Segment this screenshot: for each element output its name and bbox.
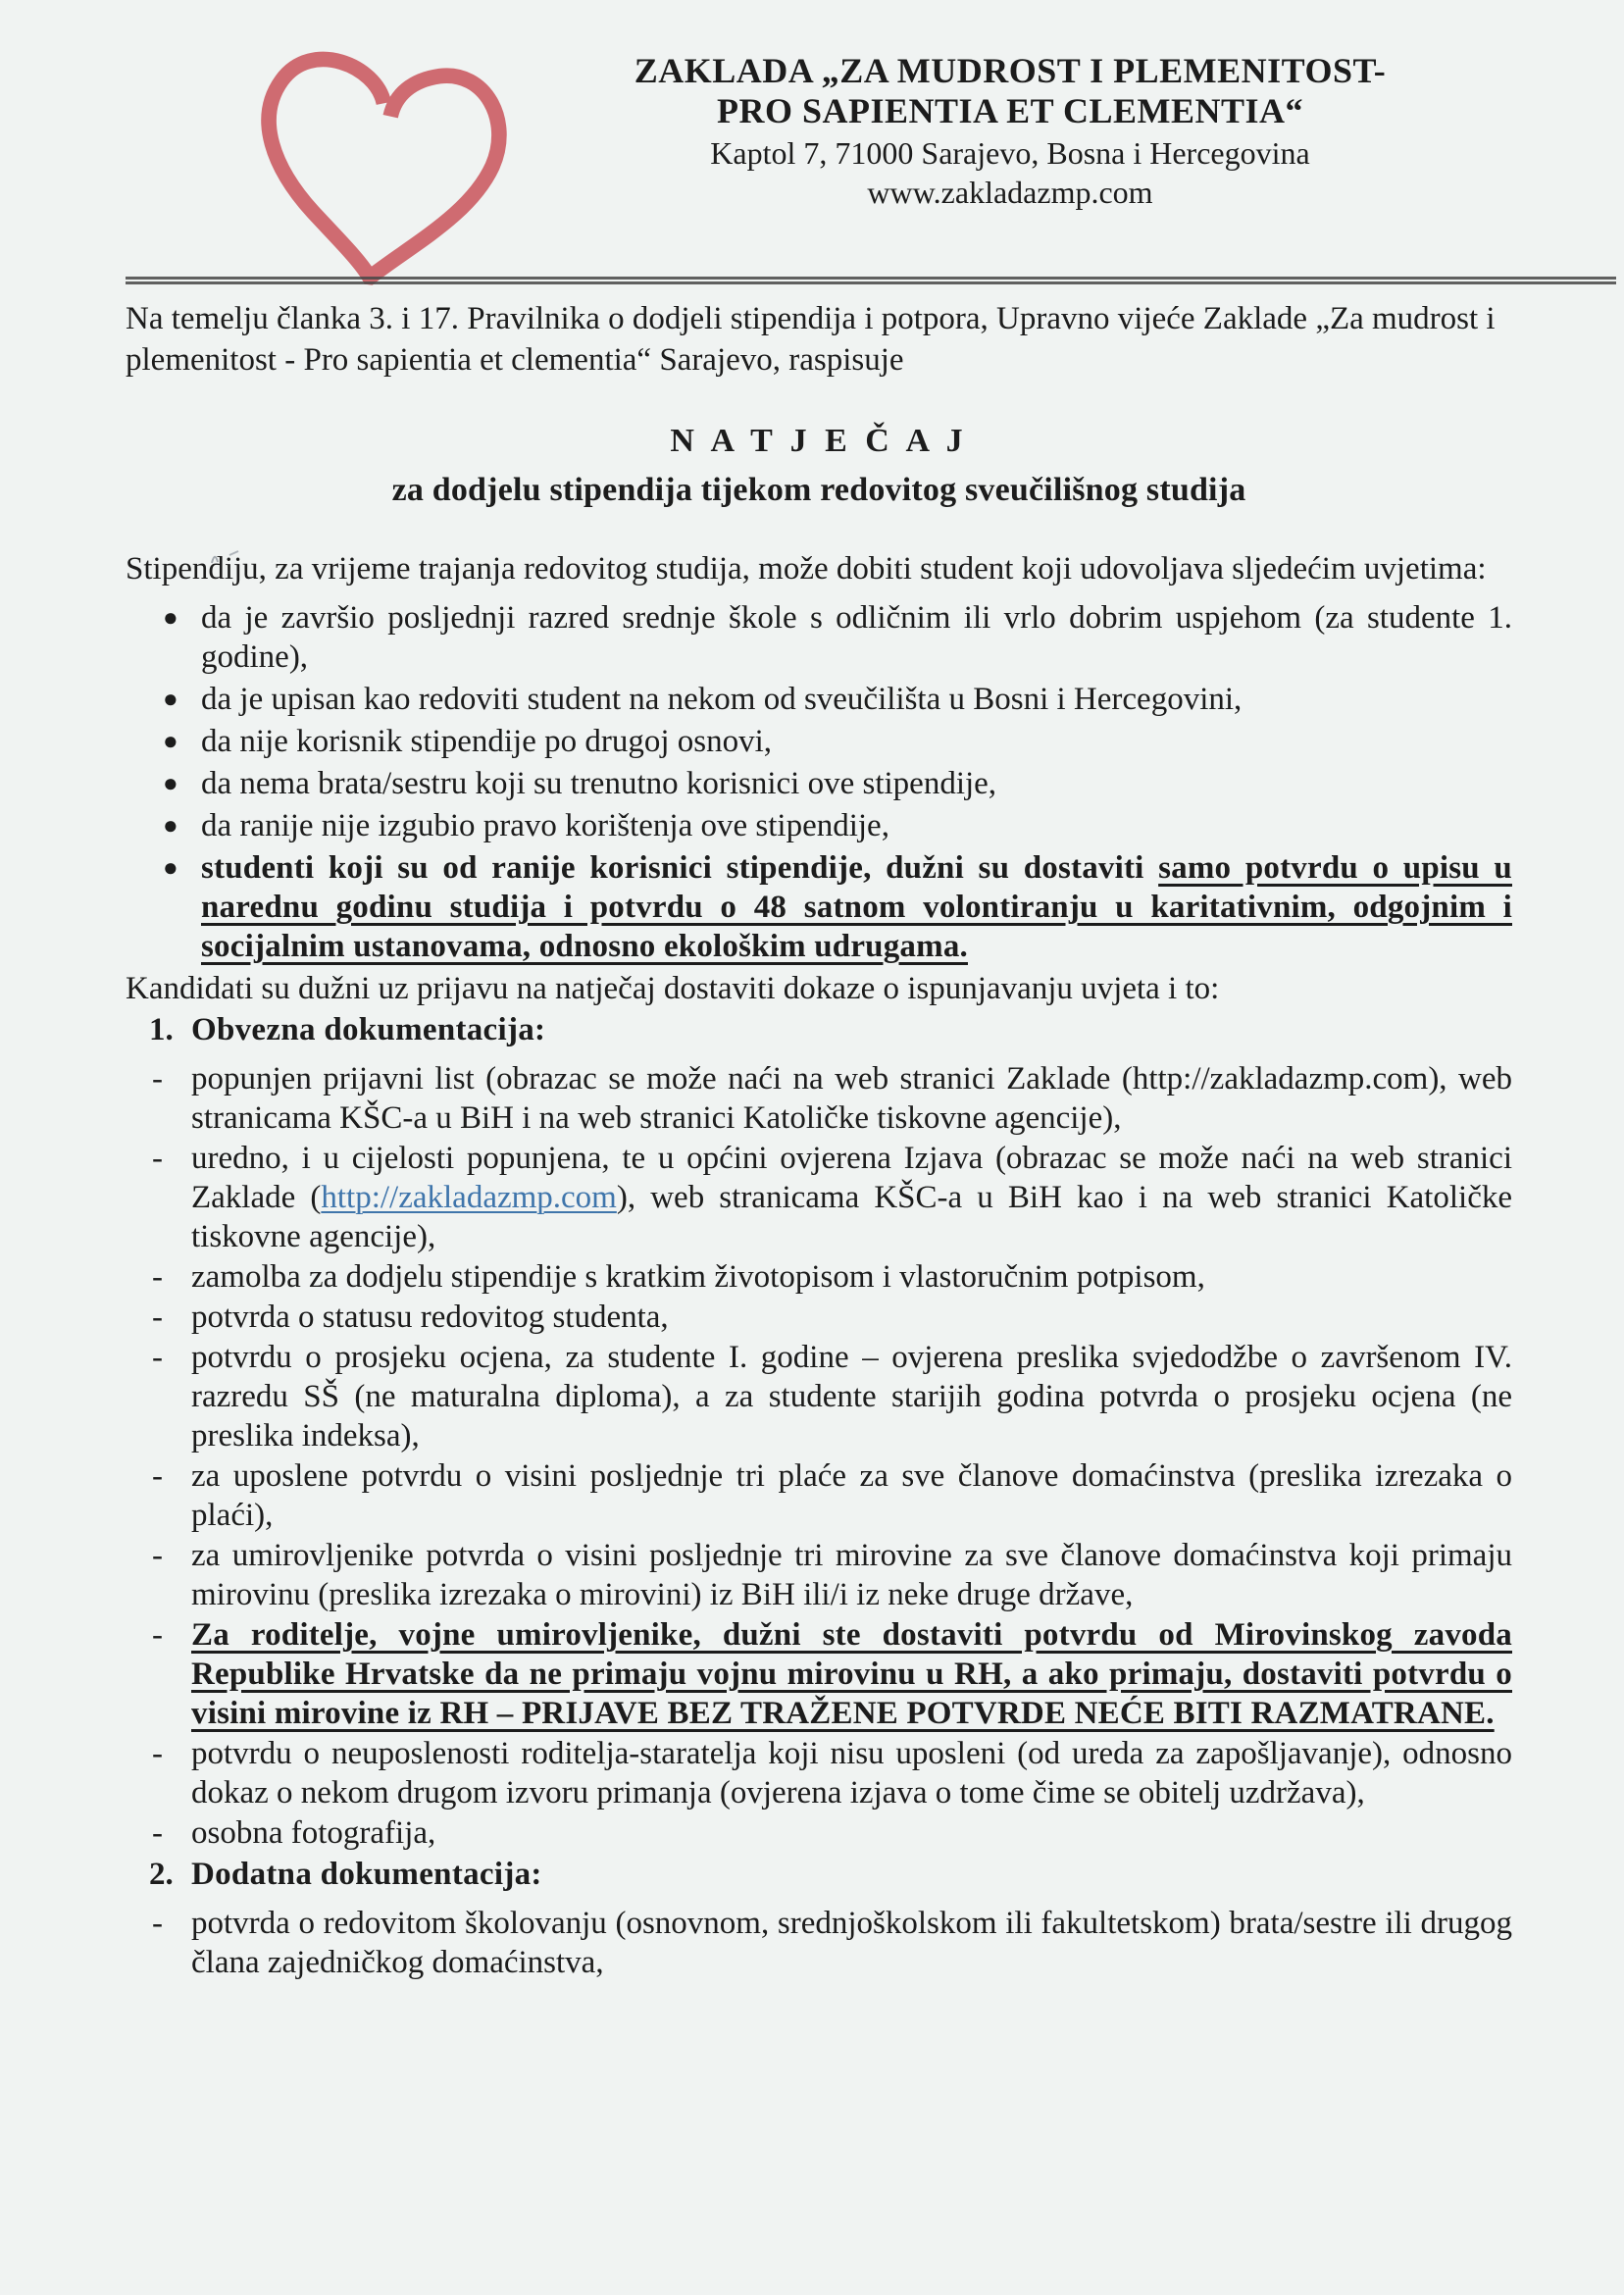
list-item <box>126 1139 1512 1256</box>
text-segment: uredno, i u cijelosti popunjena, te u općini ovjerena Izjava (obrazac se može naći na web stranici Zaklade ( <box>191 1141 1512 1215</box>
text-segment: za umirovljenike potvrda o visini posljednje tri mirovine za sve članove domaćinstva koji primaju mirovinu (preslika izrezaka o mirovini) iz BiH ili/i iz neke druge države, <box>191 1538 1512 1612</box>
section-number: 2. <box>149 1857 174 1892</box>
list-item <box>126 680 1512 719</box>
list-item-text <box>191 1340 1512 1454</box>
text-segment: samo potvrdu o upisu u narednu godinu studija i potvrdu o 48 satnom volontiranju u karitativnim, odgojnim i socijalnim ustanovama, odnosno ekološkim udrugama. <box>201 850 1512 964</box>
list-item-text <box>191 1061 1512 1136</box>
dash-icon: - <box>152 1617 163 1653</box>
text-segment: za uposlene potvrdu o visini posljednje tri plaće za sve članove domaćinstva (preslika izrezaka o plaći), <box>191 1458 1512 1533</box>
text-segment: potvrda o statusu redovitog studenta, <box>191 1300 669 1335</box>
dash-icon: - <box>152 1815 163 1851</box>
text-segment: osobna fotografija, <box>191 1815 436 1851</box>
document-title: N A T J E Č A J <box>670 423 968 459</box>
list-item <box>126 1536 1512 1614</box>
document-body <box>0 273 1624 2274</box>
list-item <box>126 1456 1512 1535</box>
bullet-icon: ● <box>163 853 178 882</box>
section-number: 1. <box>149 1012 174 1047</box>
letterhead-text <box>490 51 1530 212</box>
dash-icon: - <box>152 1061 163 1096</box>
document-subtitle: za dodjelu stipendija tijekom redovitog sveučilišnog studija <box>391 472 1246 508</box>
website-link[interactable]: http://zakladazmp.com <box>321 1180 617 1215</box>
list-item-text <box>191 1300 669 1335</box>
list-item <box>126 1734 1512 1812</box>
list-item <box>126 848 1512 966</box>
list-item <box>126 1338 1512 1455</box>
list-item-text <box>191 1815 435 1851</box>
list-item <box>126 1298 1512 1337</box>
list-item <box>126 1615 1512 1733</box>
dash-icon: - <box>152 1259 163 1295</box>
bullet-icon: ● <box>163 685 178 713</box>
letterhead <box>0 0 1624 273</box>
text-segment: da nema brata/sestru koji su trenutno korisnici ove stipendije, <box>201 766 997 801</box>
list-item-text <box>191 1617 1512 1731</box>
additional-docs-list <box>126 1904 1512 1982</box>
text-segment: da ranije nije izgubio pravo korištenja ove stipendije, <box>201 808 889 843</box>
list-item-text <box>201 600 1512 675</box>
text-segment: studenti koji su od ranije korisnici stipendije, dužni su dostaviti <box>201 850 1159 886</box>
list-item <box>126 1904 1512 1982</box>
conditions-list <box>126 598 1512 966</box>
text-segment: popunjen prijavni list (obrazac se može naći na web stranici Zaklade (http://zakladazmp.com), web stranicama KŠC-a u BiH i na web stranici Katoličke tiskovne agencije), <box>191 1061 1512 1136</box>
mandatory-docs-list <box>126 1059 1512 1853</box>
list-item-text <box>201 724 772 759</box>
org-name-line2: PRO SAPIENTIA ET CLEMENTIA“ <box>717 91 1303 130</box>
list-item <box>126 764 1512 803</box>
list-item <box>126 806 1512 845</box>
list-item <box>126 1059 1512 1138</box>
section-heading-additional-docs <box>126 1855 1512 1894</box>
bullet-icon: ● <box>163 603 178 632</box>
bullet-icon: ● <box>163 727 178 755</box>
list-item-text <box>201 850 1512 964</box>
dash-icon: - <box>152 1458 163 1494</box>
section-heading-mandatory-docs <box>126 1010 1512 1049</box>
dash-icon: - <box>152 1538 163 1573</box>
list-item-text <box>191 1906 1512 1980</box>
list-item-text <box>191 1458 1512 1533</box>
text-segment: potvrda o redovitom školovanju (osnovnom, srednjoškolskom ili fakultetskom) brata/sestre ili drugog člana zajedničkog domaćinstva, <box>191 1906 1512 1980</box>
conditions-intro-paragraph: Stipendiju, za vrijeme trajanja redovitog studija, može dobiti student koji udovoljava sljedećim uvjetima: <box>126 551 1487 586</box>
list-item-text <box>201 766 996 801</box>
list-item <box>126 722 1512 761</box>
text-segment: ), web stranicama KŠC-a u BiH kao i na web stranici Katoličke tiskovne agencije), <box>191 1180 1512 1254</box>
dash-icon: - <box>152 1300 163 1335</box>
dash-icon: - <box>152 1141 163 1176</box>
text-segment: potvrdu o neuposlenosti roditelja-staratelja koji nisu uposleni (od ureda za zapošljavanje), odnosno dokaz o nekom drugom izvoru primanja (ovjerena izjava o tome čime se obitelj uzdržava), <box>191 1736 1512 1810</box>
requirements-intro-paragraph: Kandidati su dužni uz prijavu na natječaj dostaviti dokaze o ispunjavanju uvjeta i to: <box>126 971 1220 1006</box>
list-item <box>126 1257 1512 1297</box>
text-segment: zamolba za dodjelu stipendije s kratkim životopisom i vlastoručnim potpisom, <box>191 1259 1205 1295</box>
legal-basis-paragraph: Na temelju članka 3. i 17. Pravilnika o dodjeli stipendija i potpora, Upravno vijeće Zaklade „Za mudrost i plemenitost - Pro sapientia et clementia“ Sarajevo, raspisuje <box>126 301 1496 378</box>
text-segment: da nije korisnik stipendije po drugoj osnovi, <box>201 724 773 759</box>
dash-icon: - <box>152 1736 163 1771</box>
list-item-text <box>191 1736 1512 1810</box>
list-item-text <box>191 1141 1512 1254</box>
list-item-text <box>191 1538 1512 1612</box>
list-item-text <box>201 682 1242 717</box>
list-item-text <box>201 808 889 843</box>
bullet-icon: ● <box>163 769 178 797</box>
text-segment: da je završio posljednji razred srednje škole s odličnim ili vrlo dobrim uspjehom (za studente 1. godine), <box>201 600 1512 675</box>
section-title: Dodatna dokumentacija: <box>191 1857 542 1892</box>
dash-icon: - <box>152 1906 163 1941</box>
list-item-text <box>191 1259 1205 1295</box>
dash-icon: - <box>152 1340 163 1375</box>
text-segment: Za roditelje, vojne umirovljenike, dužni ste dostaviti potvrdu od Mirovinskog zavoda Republike Hrvatske da ne primaju vojnu mirovinu u RH, a ako primaju, dostaviti potvrdu o visini mirovine iz RH – PRIJAVE BEZ TRAŽENE POTVRDE NEĆE BITI RAZMATRANE. <box>191 1617 1512 1731</box>
org-name-line1: ZAKLADA „ZA MUDROST I PLEMENITOST- <box>634 51 1387 90</box>
org-address: Kaptol 7, 71000 Sarajevo, Bosna i Hercegovina <box>710 135 1310 171</box>
list-item <box>126 598 1512 677</box>
org-website: www.zakladazmp.com <box>867 175 1153 210</box>
bullet-icon: ● <box>163 811 178 840</box>
section-title: Obvezna dokumentacija: <box>191 1012 546 1047</box>
list-item <box>126 1813 1512 1853</box>
text-segment: potvrdu o prosjeku ocjena, za studente I. godine – ovjerena preslika svjedodžbe o završenom IV. razredu SŠ (ne maturalna diploma), a za studente starijih godina potvrda o prosjeku ocjena (ne preslika indeksa), <box>191 1340 1512 1454</box>
text-segment: da je upisan kao redoviti student na nekom od sveučilišta u Bosni i Hercegovini, <box>201 682 1243 717</box>
